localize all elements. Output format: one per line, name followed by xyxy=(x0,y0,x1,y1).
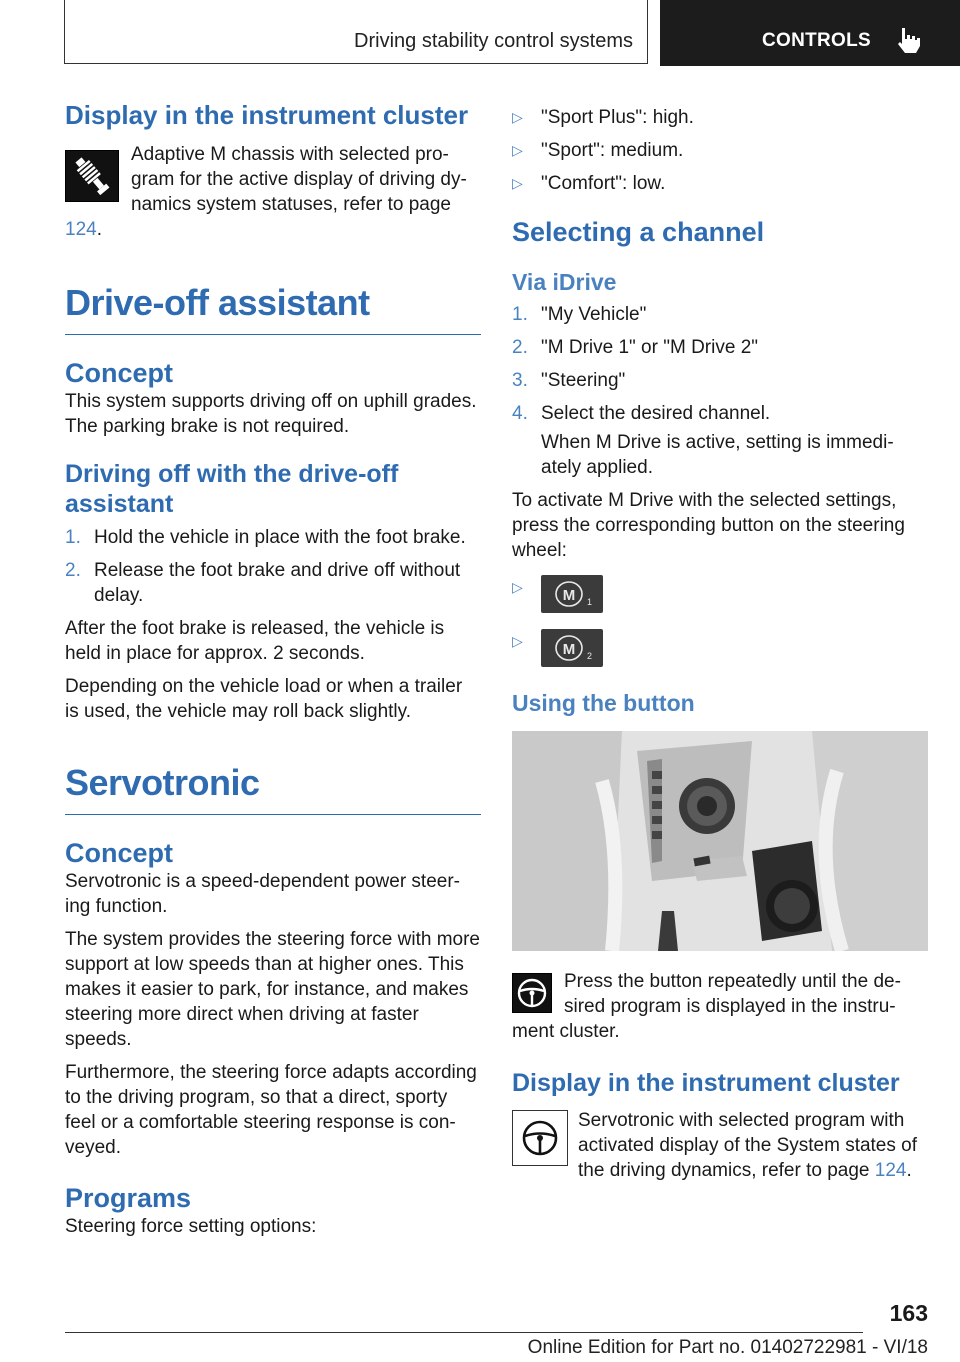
hand-pointer-icon xyxy=(896,26,922,54)
driving-off-heading: Driving off with the drive-off assistant xyxy=(65,460,399,518)
right-column xyxy=(512,105,928,1183)
left-column xyxy=(65,100,481,1239)
via-steps xyxy=(512,302,928,426)
section-title: Driving stability control systems xyxy=(354,30,633,52)
using-button-heading: Using the button xyxy=(512,690,695,716)
display2-text: Servotronic with selected program with activated display of the System states of the driving dynamics, refer to page xyxy=(578,1110,918,1181)
servotronic-title: Servotronic xyxy=(65,762,481,815)
svg-text:M: M xyxy=(562,641,576,658)
list-item: 1. "My Vehicle" xyxy=(512,304,647,325)
drive-off-steps xyxy=(65,525,481,608)
display-heading: Display in the instrument cluster xyxy=(65,100,469,130)
page-ref-link[interactable]: 124 xyxy=(65,219,97,240)
display-text-end: . xyxy=(96,219,102,240)
activate-text: To activate M Drive with the selected settings, press the corresponding button on the steering wheel: xyxy=(512,490,905,561)
m1-button-icon xyxy=(541,575,603,613)
chapter-title: CONTROLS xyxy=(762,30,872,51)
shock-absorber-icon xyxy=(65,150,119,202)
steering-wheel-icon xyxy=(512,973,552,1013)
programs-text: Steering force setting options: xyxy=(65,1216,317,1237)
list-item: ▷ "Sport": medium. xyxy=(512,140,684,161)
steering-wheel-outline-icon xyxy=(512,1110,568,1166)
center-console-photo xyxy=(512,731,928,951)
display-block xyxy=(65,144,481,242)
chapter-tab xyxy=(660,0,960,66)
via-note: When M Drive is active, setting is immedi‐ately applied. xyxy=(541,432,894,478)
servo-text-1: Servotronic is a speed-dependent power steer‐ing function. xyxy=(65,871,461,917)
list-item: 3. "Steering" xyxy=(512,370,626,391)
servo-text-3: Furthermore, the steering force adapts according to the driving program, so that a direct, sporty feel or a comfortable steering response is con‐veyed. xyxy=(65,1062,477,1158)
press-text: Press the button repeatedly until the de‐sired program is displayed in the instru‐ment cluster. xyxy=(512,971,901,1042)
footer-divider xyxy=(65,1332,863,1333)
display2-text-end: . xyxy=(906,1160,912,1181)
concept-text: This system supports driving off on uphill grades. The parking brake is not required. xyxy=(65,391,477,437)
drive-off-title: Drive-off assistant xyxy=(65,282,481,335)
list-item: 2. "M Drive 1" or "M Drive 2" xyxy=(512,337,759,358)
m2-button-item: ▷ M 2 xyxy=(512,629,928,669)
section-tab xyxy=(64,0,648,64)
svg-text:2: 2 xyxy=(587,651,593,661)
program-options xyxy=(512,105,928,196)
display2-heading: Display in the instrument cluster xyxy=(512,1069,900,1097)
svg-text:M: M xyxy=(562,587,576,604)
depending-text: Depending on the vehicle load or when a trailer is used, the vehicle may roll back slightly. xyxy=(65,676,463,722)
via-idrive-heading: Via iDrive xyxy=(512,269,617,295)
m1-button-item: ▷ M 1 xyxy=(512,575,928,615)
list-item: ▷ "Sport Plus": high. xyxy=(512,107,694,128)
page-number: 163 xyxy=(889,1300,928,1326)
m2-button-icon xyxy=(541,629,603,667)
programs-heading: Programs xyxy=(65,1183,192,1213)
selecting-heading: Selecting a channel xyxy=(512,217,765,247)
display-text: Adaptive M chassis with selected pro‐gram for the active display of driving dy‐namics system statuses, refer to page xyxy=(131,144,467,215)
list-item: 2. Release the foot brake and drive off without delay. xyxy=(65,560,461,606)
list-item: 4. Select the desired channel. xyxy=(512,403,771,424)
list-item: 1. Hold the vehicle in place with the foot brake. xyxy=(65,527,466,548)
edition-text: Online Edition for Part no. 01402722981 - VI/18 xyxy=(527,1337,928,1358)
concept-heading: Concept xyxy=(65,358,173,388)
after-text: After the foot brake is released, the vehicle is held in place for approx. 2 seconds. xyxy=(65,618,445,664)
list-item: ▷ "Comfort": low. xyxy=(512,173,666,194)
display2-block xyxy=(512,1108,928,1183)
svg-text:1: 1 xyxy=(587,597,593,607)
press-block xyxy=(512,965,928,1044)
concept2-heading: Concept xyxy=(65,838,173,868)
servo-text-2: The system provides the steering force with more support at low speeds than at higher ones. This makes it easier to park, for instance, and makes steering more direct when driving at faster speeds. xyxy=(65,929,481,1050)
page-ref-link-2[interactable]: 124 xyxy=(874,1160,907,1181)
page-header xyxy=(64,0,960,66)
